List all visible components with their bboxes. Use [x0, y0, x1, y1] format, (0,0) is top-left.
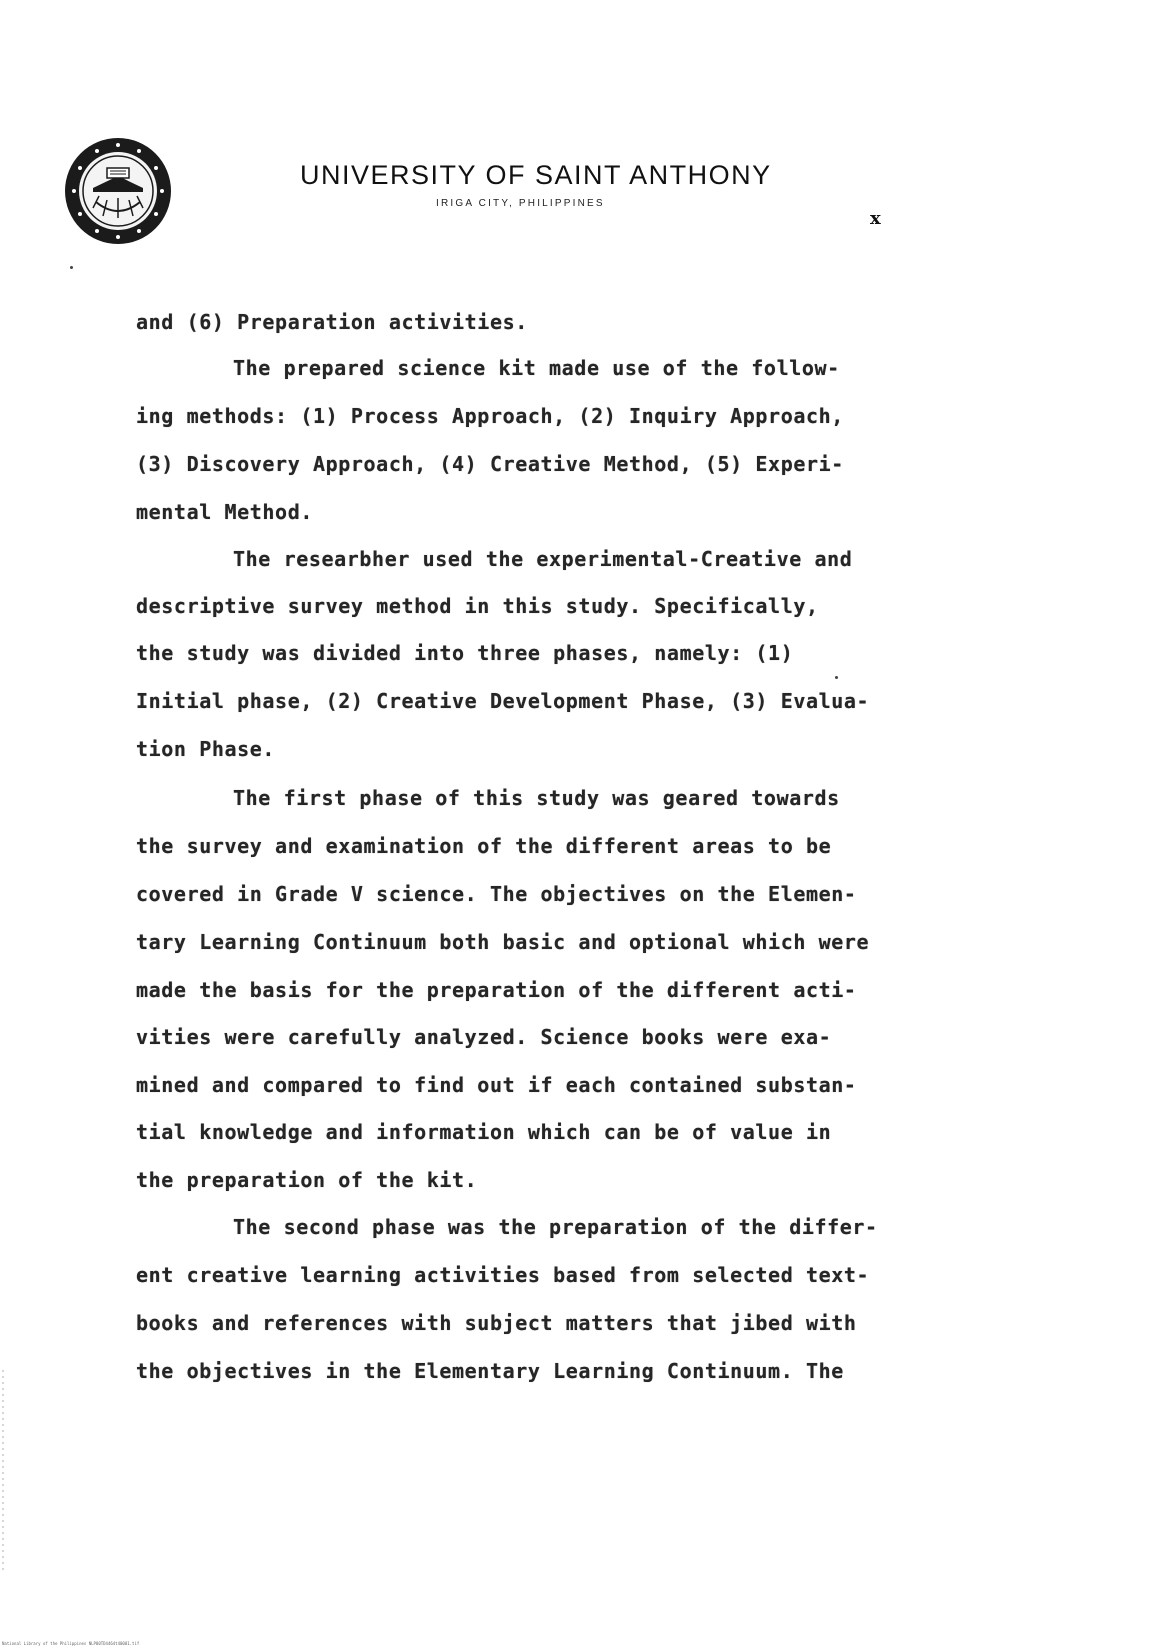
body-line: made the basis for the preparation of the different acti-	[136, 978, 857, 1002]
scan-edge-artifact	[2, 1370, 4, 1570]
body-line: The second phase was the preparation of the differ-	[233, 1215, 878, 1239]
body-line: books and references with subject matters that jibed with	[136, 1311, 857, 1335]
institution-location: IRIGA CITY, PHILIPPINES	[436, 198, 605, 209]
body-line: vities were carefully analyzed. Science books were exa-	[136, 1025, 832, 1049]
body-line: The prepared science kit made use of the follow-	[233, 356, 840, 380]
body-line: descriptive survey method in this study. Specifically,	[136, 594, 819, 618]
page-number: x	[870, 208, 881, 229]
body-line: the objectives in the Elementary Learning Continuum. The	[136, 1359, 844, 1383]
institution-name: UNIVERSITY OF SAINT ANTHONY	[300, 160, 772, 190]
body-line: mental Method.	[136, 500, 313, 524]
body-line: (3) Discovery Approach, (4) Creative Method, (5) Experi-	[136, 452, 844, 476]
body-line: mined and compared to find out if each contained substan-	[136, 1073, 857, 1097]
university-seal-icon	[63, 136, 173, 246]
scan-source-note: National Library of the Philippines NLP00TD4464t40001.tif	[2, 1641, 140, 1646]
body-line: and (6) Preparation activities.	[136, 310, 528, 334]
stray-mark	[835, 676, 838, 679]
body-line: the preparation of the kit.	[136, 1168, 478, 1192]
body-line: Initial phase, (2) Creative Development Phase, (3) Evalua-	[136, 689, 870, 713]
body-line: ing methods: (1) Process Approach, (2) Inquiry Approach,	[136, 404, 844, 428]
body-line: The researbher used the experimental-Creative and	[233, 547, 853, 571]
body-line: covered in Grade V science. The objectives on the Elemen-	[136, 882, 857, 906]
body-line: tial knowledge and information which can be of value in	[136, 1120, 832, 1144]
body-line: the study was divided into three phases, namely: (1)	[136, 641, 794, 665]
body-line: tary Learning Continuum both basic and optional which were	[136, 930, 870, 954]
stray-mark	[70, 266, 73, 269]
body-line: tion Phase.	[136, 737, 276, 761]
body-line: ent creative learning activities based from selected text-	[136, 1263, 870, 1287]
body-line: The first phase of this study was geared towards	[233, 786, 840, 810]
body-line: the survey and examination of the different areas to be	[136, 834, 832, 858]
